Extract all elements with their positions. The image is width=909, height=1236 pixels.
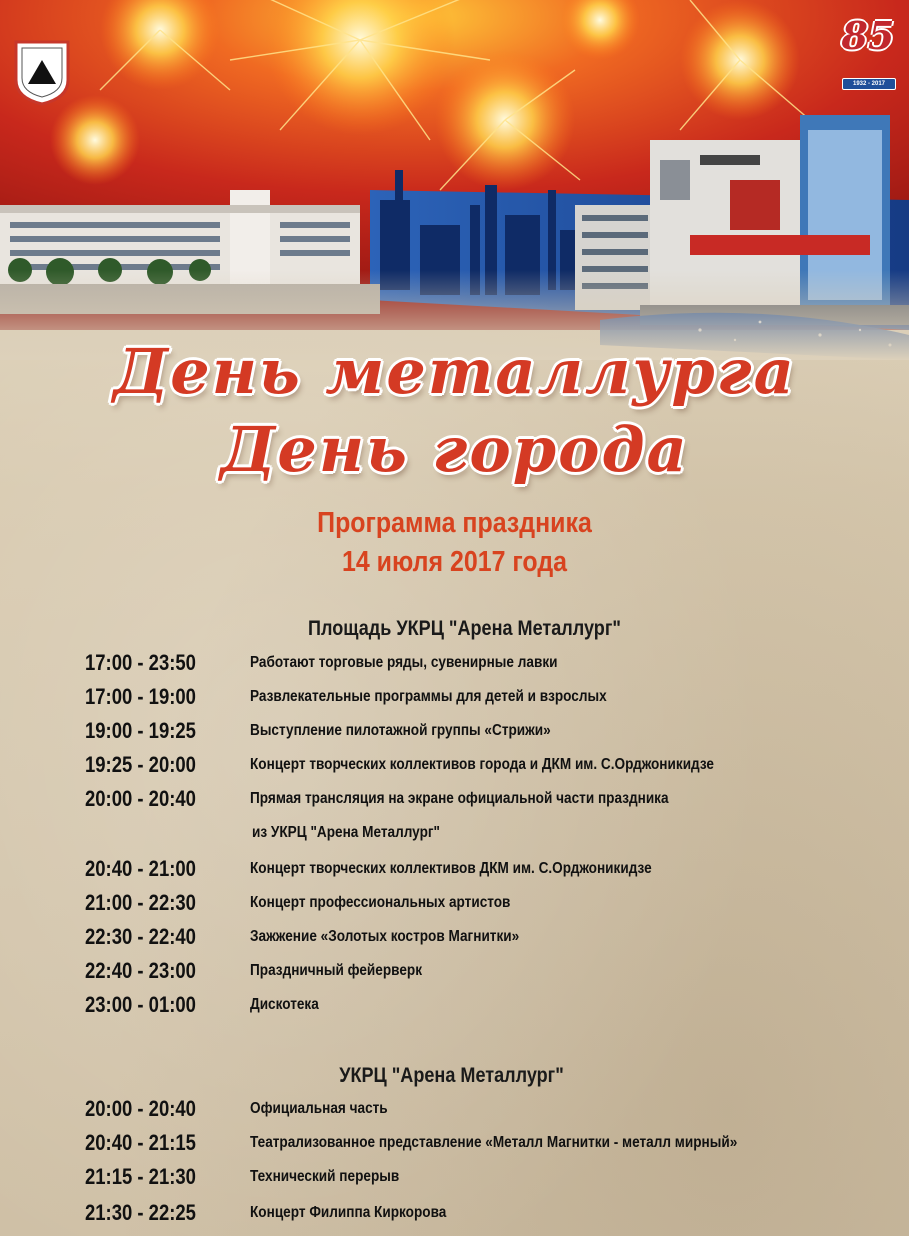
schedule-event: Развлекательные программы для детей и взрослых	[250, 688, 607, 705]
schedule-time: 21:00 - 22:30	[85, 890, 196, 915]
schedule-event: Прямая трансляция на экране официальной части праздника	[250, 790, 669, 807]
title-line-1: День металлурга	[113, 335, 796, 408]
schedule-event: Зажжение «Золотых костров Магнитки»	[250, 928, 520, 945]
venue-heading: УКРЦ "Арена Металлург"	[339, 1064, 564, 1087]
schedule-row	[0, 784, 909, 814]
coat-of-arms-icon	[12, 38, 72, 106]
schedule-time: 20:00 - 20:40	[85, 1096, 196, 1121]
schedule-event: Концерт Филиппа Киркорова	[250, 1204, 447, 1221]
schedule-row	[0, 682, 909, 712]
schedule-time: 19:25 - 20:00	[85, 752, 196, 777]
schedule-row	[0, 888, 909, 918]
anniversary-badge-icon	[836, 14, 900, 94]
venue-heading: Площадь УКРЦ "Арена Металлург"	[308, 617, 621, 640]
schedule-time: 20:40 - 21:00	[85, 856, 196, 881]
schedule-time: 23:00 - 01:00	[85, 992, 196, 1017]
schedule-time: 22:40 - 23:00	[85, 958, 196, 983]
schedule-time: 20:00 - 20:40	[85, 786, 196, 811]
schedule-row	[0, 956, 909, 986]
schedule-event: Работают торговые ряды, сувенирные лавки	[250, 654, 558, 671]
schedule-row	[0, 990, 909, 1020]
schedule-event: Концерт творческих коллективов города и ДКМ им. С.Орджоникидзе	[250, 756, 714, 773]
schedule-event: Театрализованное представление «Металл Магнитки - металл мирный»	[250, 1134, 738, 1151]
schedule-row-continuation	[0, 818, 909, 848]
anniversary-number: 85	[841, 13, 895, 58]
schedule-event: Выступление пилотажной группы «Стрижи»	[250, 722, 551, 739]
schedule-event: Официальная часть	[250, 1100, 388, 1117]
schedule-row	[0, 854, 909, 884]
title-line-2: День города	[220, 413, 689, 486]
schedule-time: 17:00 - 19:00	[85, 684, 196, 709]
schedule-event: Концерт творческих коллективов ДКМ им. С.Орджоникидзе	[250, 860, 652, 877]
subtitle-line-1: Программа праздника	[317, 507, 592, 539]
schedule-time: 20:40 - 21:15	[85, 1130, 196, 1155]
subtitle-line-2: 14 июля 2017 года	[341, 546, 568, 578]
schedule-row	[0, 1198, 909, 1228]
schedule-row	[0, 1162, 909, 1192]
schedule-row	[0, 1128, 909, 1158]
anniversary-years: 1932 - 2017	[842, 78, 896, 90]
schedule-time: 19:00 - 19:25	[85, 718, 196, 743]
schedule-event: Концерт профессиональных артистов	[250, 894, 511, 911]
schedule-time: 22:30 - 22:40	[85, 924, 196, 949]
schedule-row	[0, 716, 909, 746]
schedule-event: Дискотека	[250, 996, 319, 1013]
schedule-row	[0, 750, 909, 780]
schedule-event: Технический перерыв	[250, 1168, 400, 1185]
schedule-row	[0, 648, 909, 678]
schedule-time: 21:15 - 21:30	[85, 1164, 196, 1189]
schedule-row	[0, 922, 909, 952]
schedule-time: 21:30 - 22:25	[85, 1200, 196, 1225]
header-illustration	[0, 0, 909, 360]
schedule-event: Праздничный фейерверк	[250, 962, 423, 979]
schedule-time: 17:00 - 23:50	[85, 650, 196, 675]
schedule-event-continuation: из УКРЦ "Арена Металлург"	[252, 824, 440, 841]
schedule-row	[0, 1094, 909, 1124]
